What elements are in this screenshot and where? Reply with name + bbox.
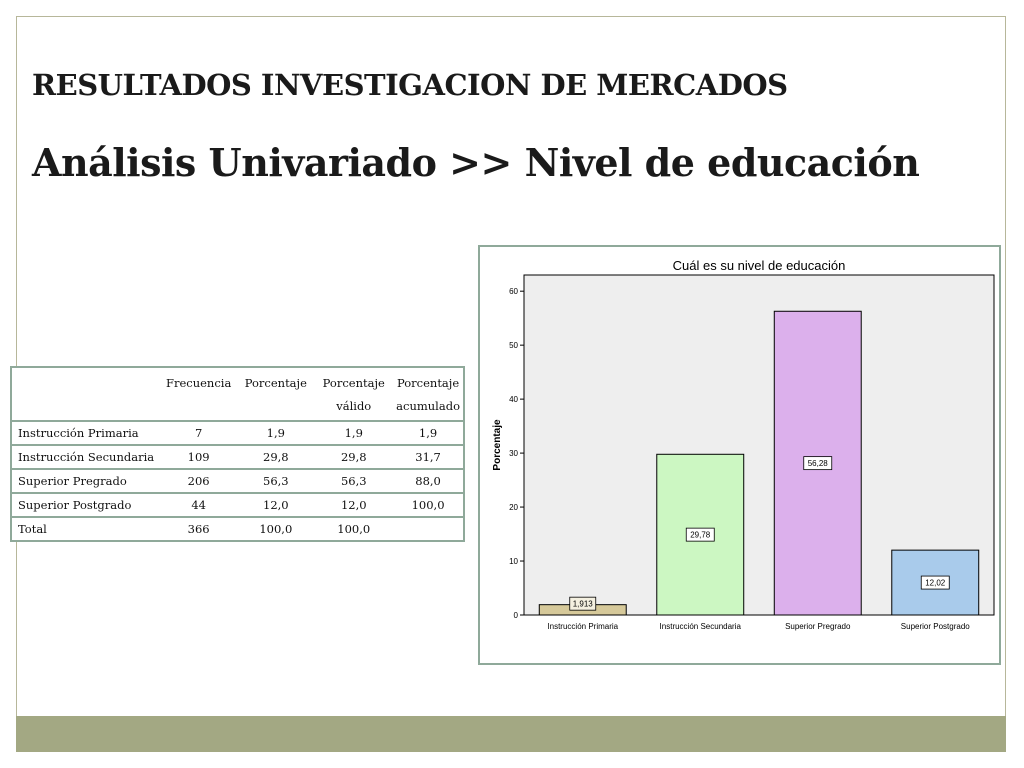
table-row [12,493,463,517]
x-tick-label: Instrucción Secundaria [659,622,741,631]
table-cell [393,517,463,540]
table-cell: 56,3 [314,469,393,493]
table-cell: 1,9 [237,421,314,445]
slide-footer-bar [16,716,1006,752]
table-row-label: Total [12,517,160,540]
table-header-cell [12,368,160,421]
data-label: 56,28 [807,459,828,469]
y-tick-label: 60 [509,287,518,297]
table-cell: 29,8 [314,445,393,469]
bar-chart [480,247,999,663]
table-row-label: Instrucción Primaria [12,421,160,445]
table-cell: 31,7 [393,445,463,469]
table-cell: 29,8 [237,445,314,469]
frequency-table [10,366,465,542]
y-tick-label: 10 [509,557,518,567]
table-cell: 7 [160,421,237,445]
table-header-cell: Porcentaje [244,376,307,390]
table-header-cell: Frecuencia [165,376,232,390]
y-tick-label: 30 [509,449,518,459]
data-label: 1,913 [572,599,593,609]
table-row-label: Superior Pregrado [12,469,160,493]
table-row-label: Superior Postgrado [12,493,160,517]
table-row [12,421,463,445]
table-cell: 100,0 [393,493,463,517]
slide-subheading: Análisis Univariado >> Nivel de educación [32,140,920,185]
table-cell: 206 [160,469,237,493]
table-cell: 12,0 [314,493,393,517]
x-tick-label: Superior Pregrado [785,622,851,631]
table-cell: 44 [160,493,237,517]
table-cell: 366 [160,517,237,540]
table-cell: 88,0 [393,469,463,493]
table-cell: 56,3 [237,469,314,493]
table-cell: 12,0 [237,493,314,517]
table-header-cell: Porcentaje acumulado [396,376,460,413]
slide-heading: RESULTADOS INVESTIGACION DE MERCADOS [32,68,788,102]
data-label: 29,78 [690,530,711,540]
table-row [12,517,463,540]
table-header-row [12,368,463,421]
x-tick-label: Instrucción Primaria [547,622,619,631]
table-cell: 109 [160,445,237,469]
table-cell: 1,9 [314,421,393,445]
data-label: 12,02 [925,578,946,588]
y-tick-label: 0 [513,611,518,620]
table-row [12,445,463,469]
table-cell: 1,9 [393,421,463,445]
y-tick-label: 50 [509,341,518,351]
table-cell: 100,0 [314,517,393,540]
table-cell: 100,0 [237,517,314,540]
chart-title: Cuál es su nivel de educación [672,258,846,273]
x-tick-label: Superior Postgrado [900,622,970,631]
bar-chart-panel [478,245,1001,665]
y-tick-label: 40 [509,395,518,405]
y-tick-label: 20 [509,503,518,513]
table-row [12,469,463,493]
table-row-label: Instrucción Secundaria [12,445,160,469]
table-header-cell: Porcentaje válido [322,376,385,413]
y-axis-label: Porcentaje [492,419,503,471]
